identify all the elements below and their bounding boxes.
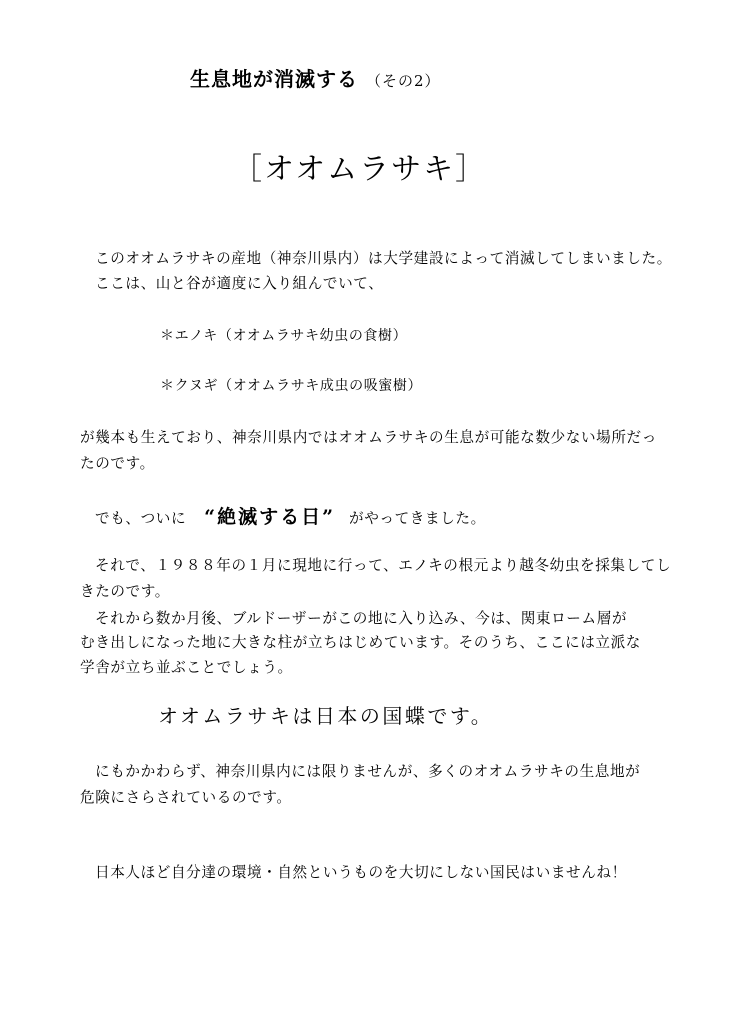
body-line-extinction xyxy=(95,508,486,527)
body-line-9: むき出しになった地に大きな柱が立ちはじめています。そのうち、ここには立派な xyxy=(80,634,642,651)
national-butterfly-slogan: オオムラサキは日本の国蝶です。 xyxy=(158,704,494,728)
body-line-12: 危険にさらされているのです。 xyxy=(80,789,292,806)
body-line-10: 学舎が立ち並ぶことでしょう。 xyxy=(80,659,293,676)
extinction-post: がやってきました。 xyxy=(349,510,486,527)
page-title: ［オオムラサキ］ xyxy=(232,152,488,187)
body-line-3: が幾本も生えており、神奈川県内ではオオムラサキの生息が可能な数少ない場所だっ xyxy=(80,429,657,446)
body-line-2: ここは、山と谷が適度に入り組んでいて、 xyxy=(95,275,384,292)
closing-remark: 日本人ほど自分達の環境・自然というものを大切にしない国民はいませんね！ xyxy=(95,864,627,881)
body-line-7: きたのです。 xyxy=(80,583,170,600)
body-line-1: このオオムラサキの産地（神奈川県内）は大学建設によって消滅してしまいました。 xyxy=(95,250,672,267)
list-item-enoki: ＊エノキ（オオムラサキ幼虫の食樹） xyxy=(160,328,408,344)
page-subtitle xyxy=(190,69,441,89)
body-line-6: それで、１９８８年の１月に現地に行って、エノキの根元より越冬幼虫を採集してし xyxy=(95,557,672,574)
body-line-11: にもかかわらず、神奈川県内には限りませんが、多くのオオムラサキの生息地が xyxy=(95,763,641,780)
body-line-4: たのです。 xyxy=(80,455,155,472)
body-line-8: それから数か月後、ブルドーザーがこの地に入り込み、今は、関東ローム層が xyxy=(95,610,628,627)
extinction-emphasis: “絶滅する日” xyxy=(204,506,336,528)
list-item-kunugi: ＊クヌギ（オオムラサキ成虫の吸蜜樹） xyxy=(160,378,423,394)
subtitle-paren: （その2） xyxy=(365,72,441,90)
extinction-pre: でも、ついに xyxy=(95,510,187,527)
subtitle-main: 生息地が消滅する xyxy=(190,67,358,91)
